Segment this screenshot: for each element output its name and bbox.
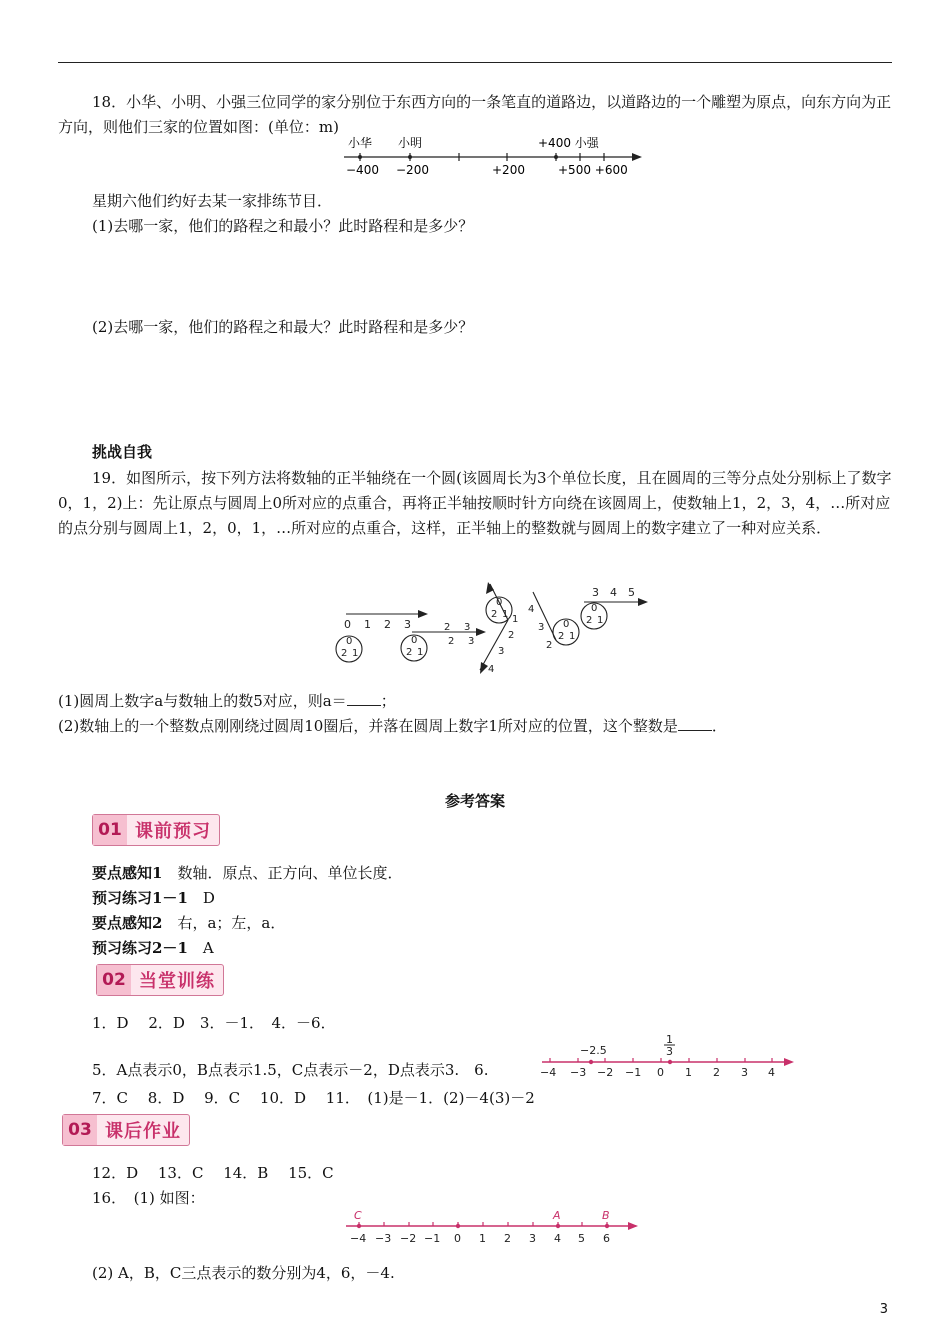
badge-classwork	[96, 964, 224, 996]
answer-a2-label: 预习练习1－1	[92, 889, 188, 907]
fig16-tick-4: 4	[554, 1232, 561, 1245]
fig16-tick-neg1: −1	[424, 1232, 441, 1245]
q19-sub1-end: ；	[380, 692, 396, 710]
answer-a3-label: 要点感知2	[92, 914, 163, 932]
answer-a1-label: 要点感知1	[92, 864, 163, 882]
fig6-number-line	[538, 1034, 798, 1079]
answer-row4: 12．D 13．C 14．B 15．C	[92, 1164, 334, 1182]
tick-500-600: +500 +600	[558, 163, 628, 177]
svg-text:4: 4	[488, 664, 495, 675]
svg-text:0: 0	[411, 635, 418, 646]
svg-text:0: 0	[496, 597, 503, 608]
badge-homework	[62, 1114, 190, 1146]
answer-row2: 5．A点表示0，B点表示1.5，C点表示－2，D点表示3. 6.	[92, 1061, 489, 1079]
svg-text:1: 1	[502, 609, 509, 620]
answer-a4-text: A	[202, 939, 214, 957]
tick-neg400: −400	[346, 163, 379, 177]
svg-text:3: 3	[498, 646, 505, 657]
fig6-tick-neg4: −4	[540, 1066, 557, 1079]
svg-text:2: 2	[444, 622, 451, 633]
q19-sub1-text: (1)圆周上数字a与数轴上的数5对应，则a＝	[58, 692, 347, 710]
svg-text:1: 1	[569, 631, 576, 642]
fig6-tick-1: 1	[685, 1066, 692, 1079]
fig16-number-line	[342, 1210, 642, 1250]
answer-a2-text: D	[202, 889, 215, 907]
fig6-mark-frac-den: 3	[666, 1045, 673, 1058]
fig19-label-2: 2	[384, 618, 391, 631]
answer-row1: 1．D 2．D 3．－1． 4．－6．	[92, 1014, 336, 1032]
svg-text:1: 1	[597, 615, 604, 626]
answer-row3: 7．C 8．D 9．C 10．D 11． (1)是－1．(2)－4(3)－2	[92, 1089, 535, 1107]
q18-stem: 18．小华、小明、小强三位同学的家分别位于东西方向的一条笔直的道路边，以道路边的一个雕塑为原点，向东方向为正方向，则他们三家的位置如图：(单位：m)	[58, 93, 892, 136]
badge-classwork-num: 02	[97, 965, 131, 995]
fig19-label-1: 1	[364, 618, 371, 631]
fig16-tick-neg4: −4	[350, 1232, 367, 1245]
svg-text:4: 4	[528, 604, 535, 615]
svg-text:2: 2	[508, 630, 515, 641]
q18-line1: 星期六他们约好去某一家排练节目．	[92, 192, 333, 210]
fig16-tick-1: 1	[479, 1232, 486, 1245]
q19-circle-figure	[328, 582, 668, 687]
label-xiaoming: 小明	[398, 136, 423, 150]
svg-text:2: 2	[406, 647, 413, 658]
svg-text:3: 3	[464, 622, 471, 633]
fig6-mark-frac-num: 1	[666, 1033, 673, 1046]
fig19-label-3b: 3	[592, 586, 599, 599]
tick-200: +200	[492, 163, 525, 177]
fig6-tick-neg2: −2	[597, 1066, 614, 1079]
q19-sub2-end: ．	[711, 717, 727, 735]
badge-preview	[92, 814, 220, 846]
q19-sub2-blank	[678, 716, 712, 731]
fig19-label-5: 5	[628, 586, 635, 599]
svg-text:0: 0	[346, 636, 353, 647]
badge-homework-label: 课后作业	[105, 1121, 181, 1142]
q18-number-line	[330, 132, 650, 182]
svg-text:0: 0	[591, 603, 598, 614]
fig16-tick-0: 0	[454, 1232, 461, 1245]
svg-text:2: 2	[546, 640, 553, 651]
fig16-tick-3: 3	[529, 1232, 536, 1245]
svg-text:2: 2	[586, 615, 593, 626]
svg-text:0: 0	[563, 619, 570, 630]
answer-a4-label: 预习练习2－1	[92, 939, 188, 957]
q19-sub1	[58, 690, 396, 712]
fig6-tick-2: 2	[713, 1066, 720, 1079]
label-xiaoqiang: +400 小强	[538, 136, 599, 150]
answer-a3-text: 右，a；左，a．	[177, 914, 286, 932]
answer-row5: 16． (1) 如图：	[92, 1189, 205, 1207]
fig16-tick-neg3: −3	[375, 1232, 392, 1245]
svg-text:2: 2	[341, 648, 348, 659]
fig6-tick-neg3: −3	[570, 1066, 587, 1079]
answer-a1	[92, 862, 402, 884]
fig16-tick-2: 2	[504, 1232, 511, 1245]
fig19-label-0: 0	[344, 618, 351, 631]
fig16-tick-neg2: −2	[400, 1232, 417, 1245]
label-xiaohua: 小华	[348, 136, 373, 150]
q18-sub1: (1)去哪一家，他们的路程之和最小？此时路程和是多少？	[92, 217, 474, 235]
fig6-tick-4: 4	[768, 1066, 775, 1079]
q19-sub2	[58, 715, 727, 737]
q19-sub1-blank	[347, 691, 381, 706]
fig16-tick-5: 5	[578, 1232, 585, 1245]
svg-text:2: 2	[558, 631, 565, 642]
badge-classwork-label: 当堂训练	[139, 971, 215, 992]
badge-homework-num: 03	[63, 1115, 97, 1145]
svg-text:1: 1	[352, 648, 359, 659]
answer-a1-text: 数轴．原点、正方向、单位长度．	[177, 864, 403, 882]
q19-sub2-text: (2)数轴上的一个整数点刚刚绕过圆周10圈后，并落在圆周上数字1所对应的位置，这个整数是	[58, 717, 678, 735]
answer-row6: (2) A，B，C三点表示的数分别为4，6，－4.	[92, 1264, 395, 1282]
answer-a4	[92, 937, 214, 959]
fig16-point-a: A	[553, 1209, 561, 1222]
svg-text:2: 2	[491, 609, 498, 620]
fig6-tick-3: 3	[741, 1066, 748, 1079]
answers-title: 参考答案	[444, 792, 505, 810]
svg-text:1: 1	[512, 614, 519, 625]
svg-text:1: 1	[417, 647, 424, 658]
fig19-label-4: 4	[610, 586, 617, 599]
challenge-heading: 挑战自我	[92, 443, 153, 461]
q18-sub2: (2)去哪一家，他们的路程之和最大？此时路程和是多少？	[92, 318, 474, 336]
tick-neg200: −200	[396, 163, 429, 177]
fig16-point-c: C	[354, 1209, 362, 1222]
fig19-label-3: 3	[404, 618, 411, 631]
svg-text:3: 3	[468, 636, 475, 647]
page-number: 3	[879, 1302, 888, 1317]
fig6-mark-neg2.5: −2.5	[580, 1044, 607, 1057]
svg-text:2: 2	[448, 636, 455, 647]
q19-stem: 19．如图所示，按下列方法将数轴的正半轴绕在一个圆(该圆周长为3个单位长度，且在圆周的三等分点处分别标上了数字0，1，2)上：先让原点与圆周上0所对应的点重合，再将正半轴按顺时针方向绕在该圆周上，使数轴上1，2，3，4，…所对应的点分别与圆周上1，2，0，1，…所对应的点重合，这样，正半轴上的整数就与圆周上的数字建立了一种对应关系．	[58, 469, 892, 537]
badge-preview-num: 01	[93, 815, 127, 845]
fig6-tick-neg1: −1	[625, 1066, 642, 1079]
fig16-point-b: B	[602, 1209, 610, 1222]
badge-preview-label: 课前预习	[135, 821, 211, 842]
fig6-tick-0: 0	[657, 1066, 664, 1079]
answer-a3	[92, 912, 285, 934]
answer-a2	[92, 887, 215, 909]
fig16-tick-6: 6	[603, 1232, 610, 1245]
header-rule	[58, 62, 892, 63]
svg-text:3: 3	[538, 622, 545, 633]
